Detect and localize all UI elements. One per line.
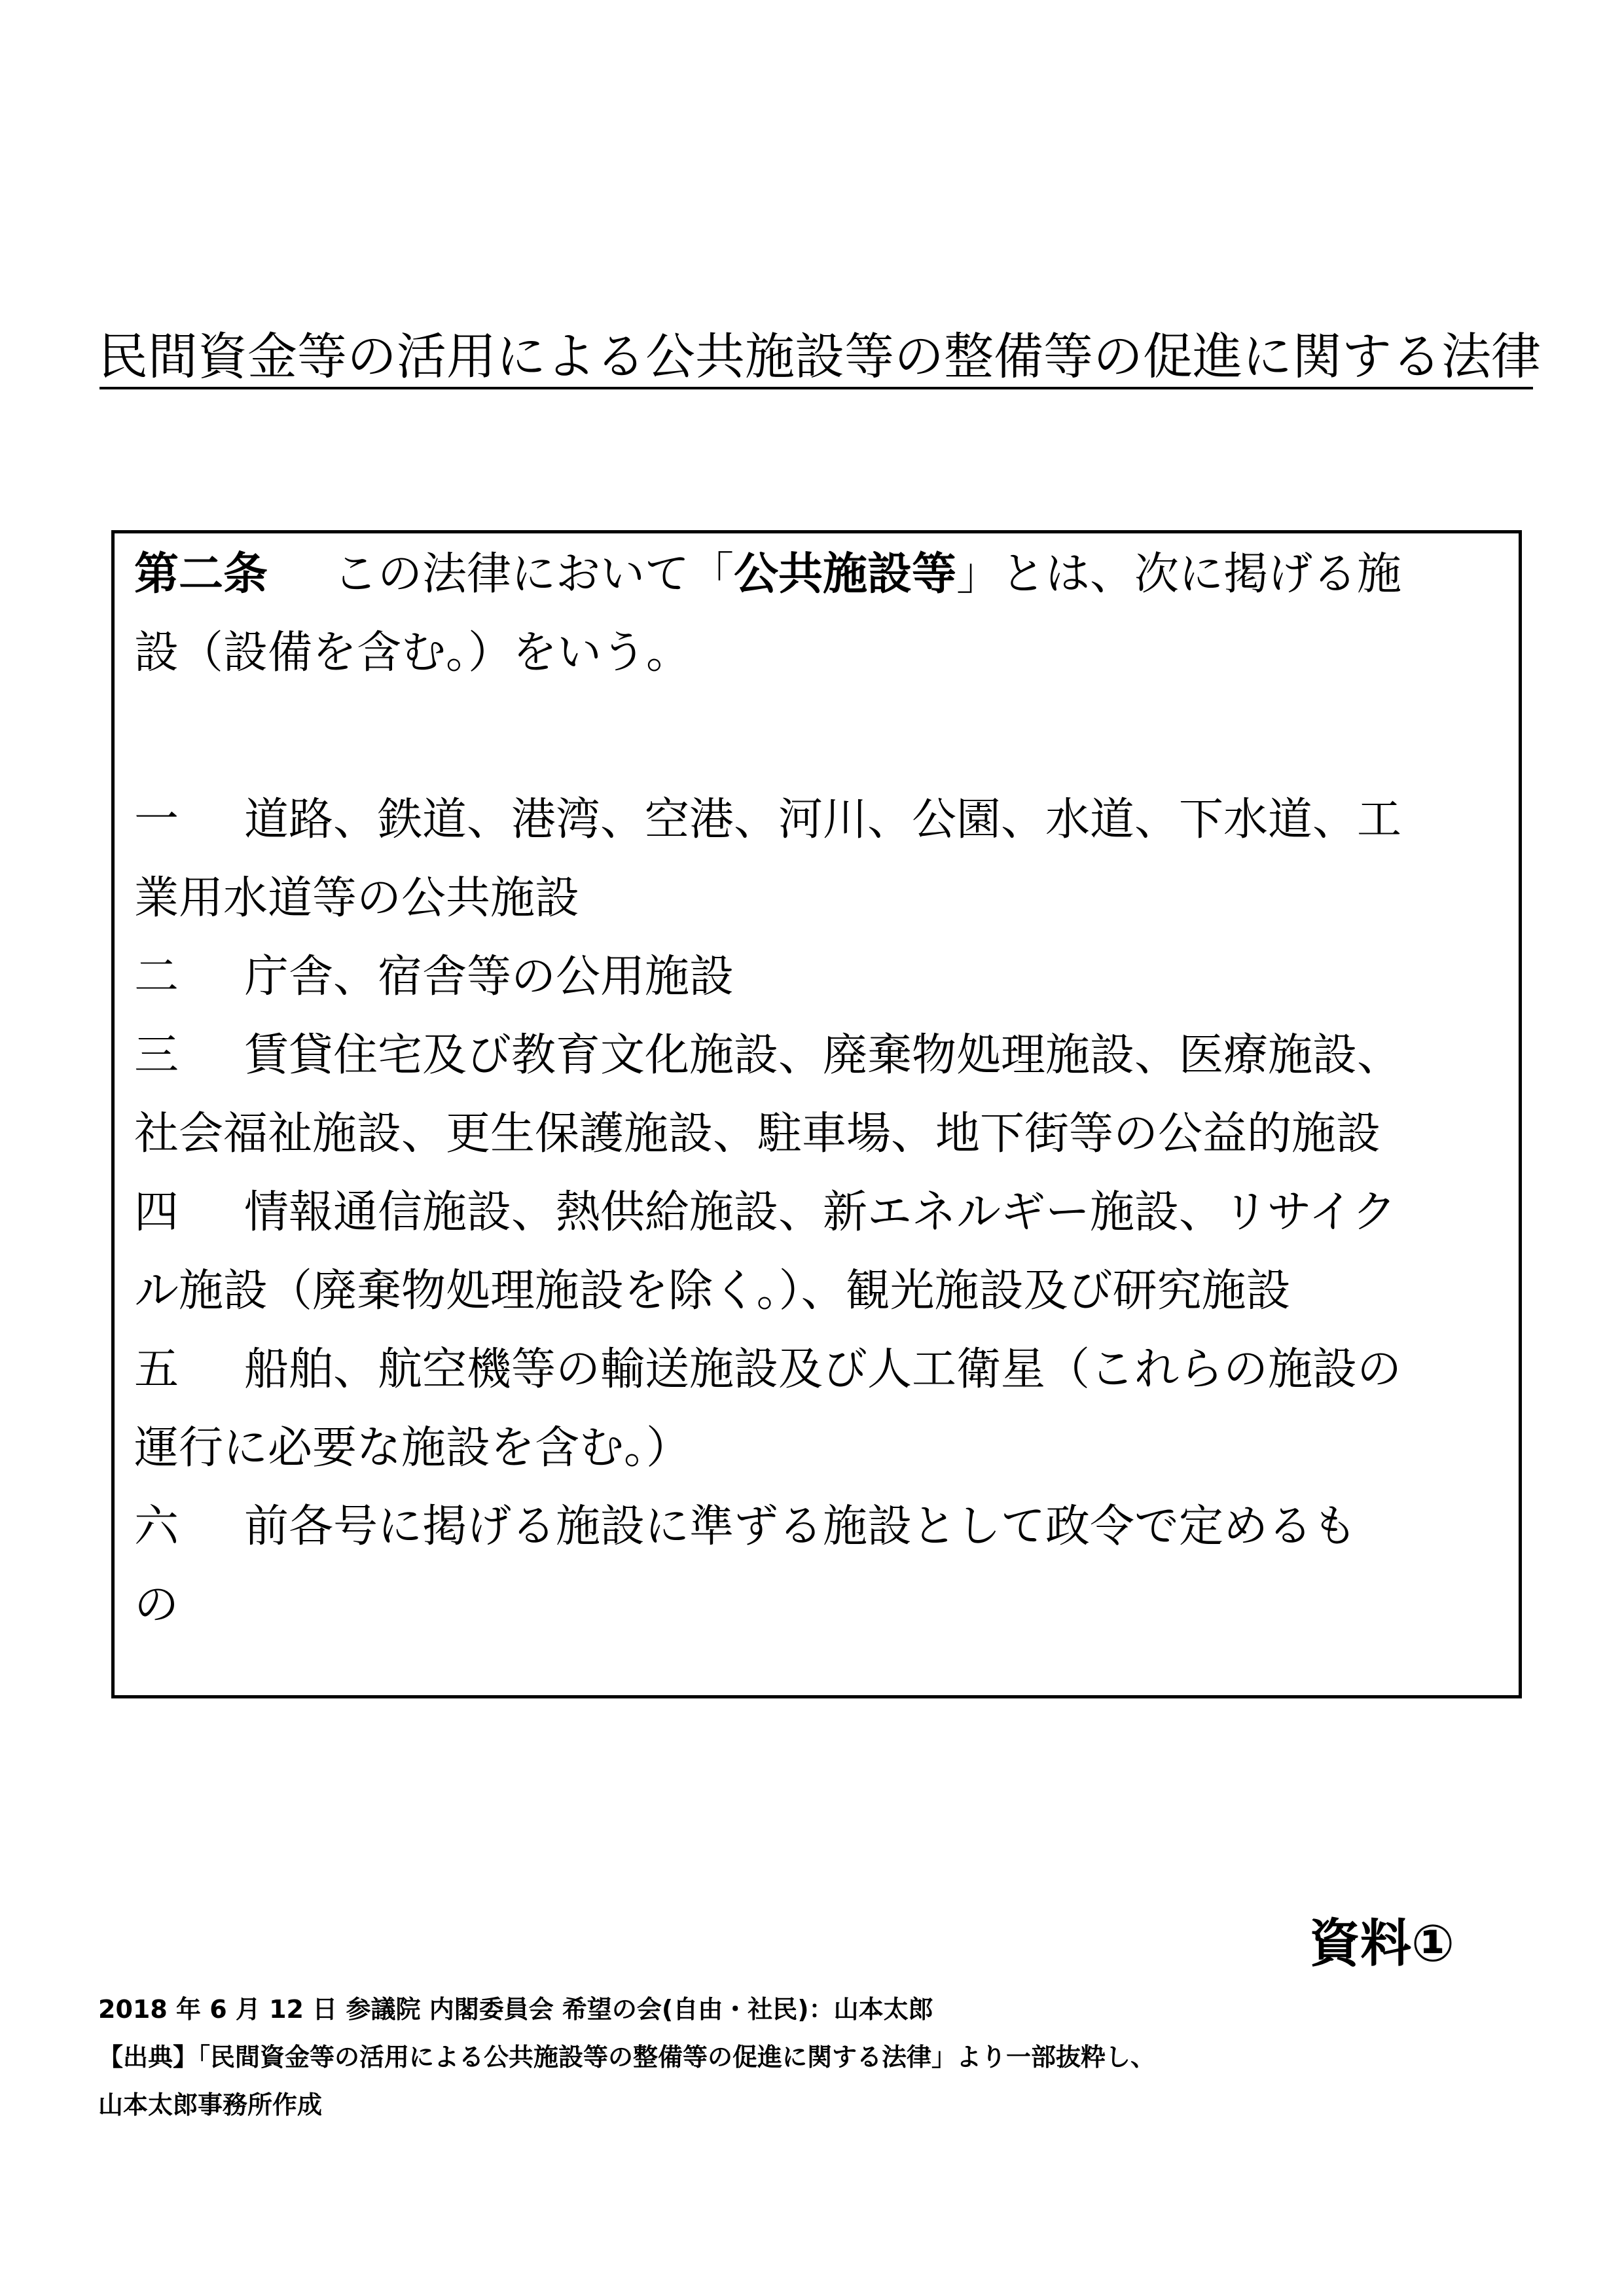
item-5-text: 船舶、航空機等の輸送施設及び人工衛星（これらの施設の xyxy=(244,1344,1402,1395)
item-5-number: 五 xyxy=(134,1344,179,1395)
item-6-line1 xyxy=(134,1498,1357,1556)
defined-term: 公共施設等 xyxy=(734,548,957,600)
item-1-line1 xyxy=(134,791,1401,850)
item-1-line2: 業用水道等の公共施設 xyxy=(134,872,580,924)
article-intro-line2: 設（設備を含む。）をいう。 xyxy=(134,627,691,679)
item-1-number: 一 xyxy=(134,794,179,846)
document-title: 民間資金等の活用による公共施設等の整備等の促進に関する法律 xyxy=(98,327,1541,386)
item-3-number: 三 xyxy=(134,1030,179,1081)
item-2-number: 二 xyxy=(134,951,179,1003)
footer-source-line: 【出典】「民間資金等の活用による公共施設等の整備等の促進に関する法律」より一部抜粋し、 xyxy=(98,2043,1156,2072)
item-5-line2: 運行に必要な施設を含む。） xyxy=(134,1422,691,1474)
item-4-text: 情報通信施設、熱供給施設、新エネルギー施設、リサイク xyxy=(244,1187,1397,1238)
article-intro-line1 xyxy=(134,545,1401,604)
item-6-number: 六 xyxy=(134,1501,179,1552)
article-heading: 第二条 xyxy=(134,548,268,600)
item-1-text: 道路、鉄道、港湾、空港、河川、公園、水道、下水道、工 xyxy=(244,794,1402,846)
item-4-number: 四 xyxy=(134,1187,179,1238)
article-intro-before: この法律において「 xyxy=(333,548,734,600)
item-3-text: 賃貸住宅及び教育文化施設、廃棄物処理施設、医療施設、 xyxy=(244,1030,1402,1081)
title-underline xyxy=(99,387,1533,389)
item-6-line2: の xyxy=(134,1579,179,1631)
item-4-line2: ル施設（廃棄物処理施設を除く。）、観光施設及び研究施設 xyxy=(134,1265,1291,1317)
item-6-text: 前各号に掲げる施設に準ずる施設として政令で定めるも xyxy=(244,1501,1358,1552)
item-4-line1 xyxy=(134,1183,1397,1242)
item-3-line1 xyxy=(134,1026,1401,1085)
item-5-line1 xyxy=(134,1340,1401,1399)
footer-author-line: 山本太郎事務所作成 xyxy=(98,2090,323,2119)
document-label: 資料① xyxy=(1309,1914,1455,1973)
item-2-text: 庁舎、宿舎等の公用施設 xyxy=(244,951,734,1003)
item-2-line1 xyxy=(134,948,734,1007)
item-3-line2: 社会福祉施設、更生保護施設、駐車場、地下街等の公益的施設 xyxy=(134,1108,1381,1160)
article-intro-after: 」とは、次に掲げる施 xyxy=(956,548,1402,600)
footer-date-line: 2018 年 6 月 12 日 参議院 内閣委員会 希望の会(自由・社民)：山本太郎 xyxy=(98,1995,933,2024)
